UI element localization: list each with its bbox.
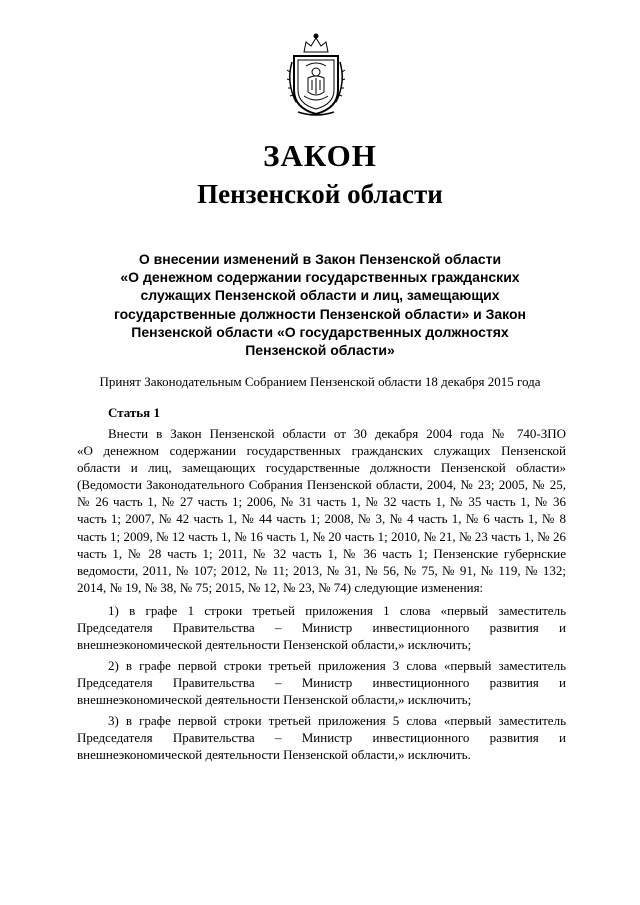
document-subtitle: Пензенской области (197, 179, 443, 209)
amendment-item-3 (77, 712, 566, 763)
law-name-line: государственные должности Пензенской области» и Закон (113, 305, 527, 322)
item-line: внешнеэкономической деятельности Пензенской области,» исключить; (77, 692, 472, 708)
paragraph-line: области и лиц, замещающих государственные должности Пензенской области» (77, 460, 566, 476)
item-line: 3) в графе первой строки третьей приложения 5 слова «первый заместитель (108, 713, 566, 728)
penza-oblast-coat-of-arms-icon (284, 32, 348, 118)
document-title: ЗАКОН (263, 138, 377, 173)
law-name-line: Пензенской области» (245, 342, 395, 359)
item-line: внешнеэкономической деятельности Пензенской области,» исключить. (77, 747, 471, 763)
paragraph-line: 2014, № 19, № 38, № 75; 2015, № 12, № 23, № 74) следующие изменения: (77, 579, 484, 595)
amendment-item-1 (77, 602, 566, 653)
item-line: Председателя Правительства – Министр инвестиционного развития и (77, 620, 566, 636)
paragraph-line: часть 1; 2007, № 42 часть 1, № 44 часть 1; 2008, № 3, № 4 часть 1, № 6 часть 1, № 8 (77, 511, 566, 527)
item-line: внешнеэкономической деятельности Пензенской области,» исключить; (77, 637, 472, 653)
article-paragraph (77, 425, 566, 596)
paragraph-line: часть 1, № 28 часть 1; 2011, № 32 часть 1, № 36 часть 1; Пензенские губернские (77, 545, 566, 561)
paragraph-line: часть 1; 2009, № 12 часть 1, № 16 часть 1, № 20 часть 1; 2010, № 21, № 23 часть 1, № 26 (77, 528, 566, 544)
paragraph-line: № 26 часть 1, № 27 часть 1; 2006, № 31 часть 1, № 32 часть 1, № 35 часть 1, № 36 (77, 494, 566, 510)
law-name-line: служащих Пензенской области и лиц, замещающих (140, 287, 500, 304)
law-name-line: Пензенской области «О государственных должностях (131, 323, 509, 340)
item-line: Председателя Правительства – Министр инвестиционного развития и (77, 730, 566, 746)
item-line: 1) в графе 1 строки третьей приложения 1 слова «первый заместитель (108, 603, 566, 618)
adoption-note: Принят Законодательным Собранием Пензенской области 18 декабря 2015 года (99, 374, 541, 389)
paragraph-line: Внести в Закон Пензенской области от 30 декабря 2004 года № 740-ЗПО (108, 426, 566, 441)
law-name-line: «О денежном содержании государственных гражданских (120, 269, 520, 286)
paragraph-line: (Ведомости Законодательного Собрания Пензенской области, 2004, № 23; 2005, № 25, (77, 477, 566, 493)
item-line: Председателя Правительства – Министр инвестиционного развития и (77, 675, 566, 691)
paragraph-line: «О денежном содержании государственных гражданских служащих Пензенской (77, 443, 566, 459)
item-line: 2) в графе первой строки третьей приложения 3 слова «первый заместитель (108, 658, 566, 673)
law-name (80, 250, 560, 359)
law-name-line: О внесении изменений в Закон Пензенской области (138, 251, 502, 267)
article-heading: Статья 1 (108, 405, 160, 420)
amendment-item-2 (77, 657, 566, 708)
paragraph-line: ведомости, 2011, № 107; 2012, № 11; 2013, № 31, № 56, № 75, № 91, № 119, № 132; (77, 562, 566, 578)
